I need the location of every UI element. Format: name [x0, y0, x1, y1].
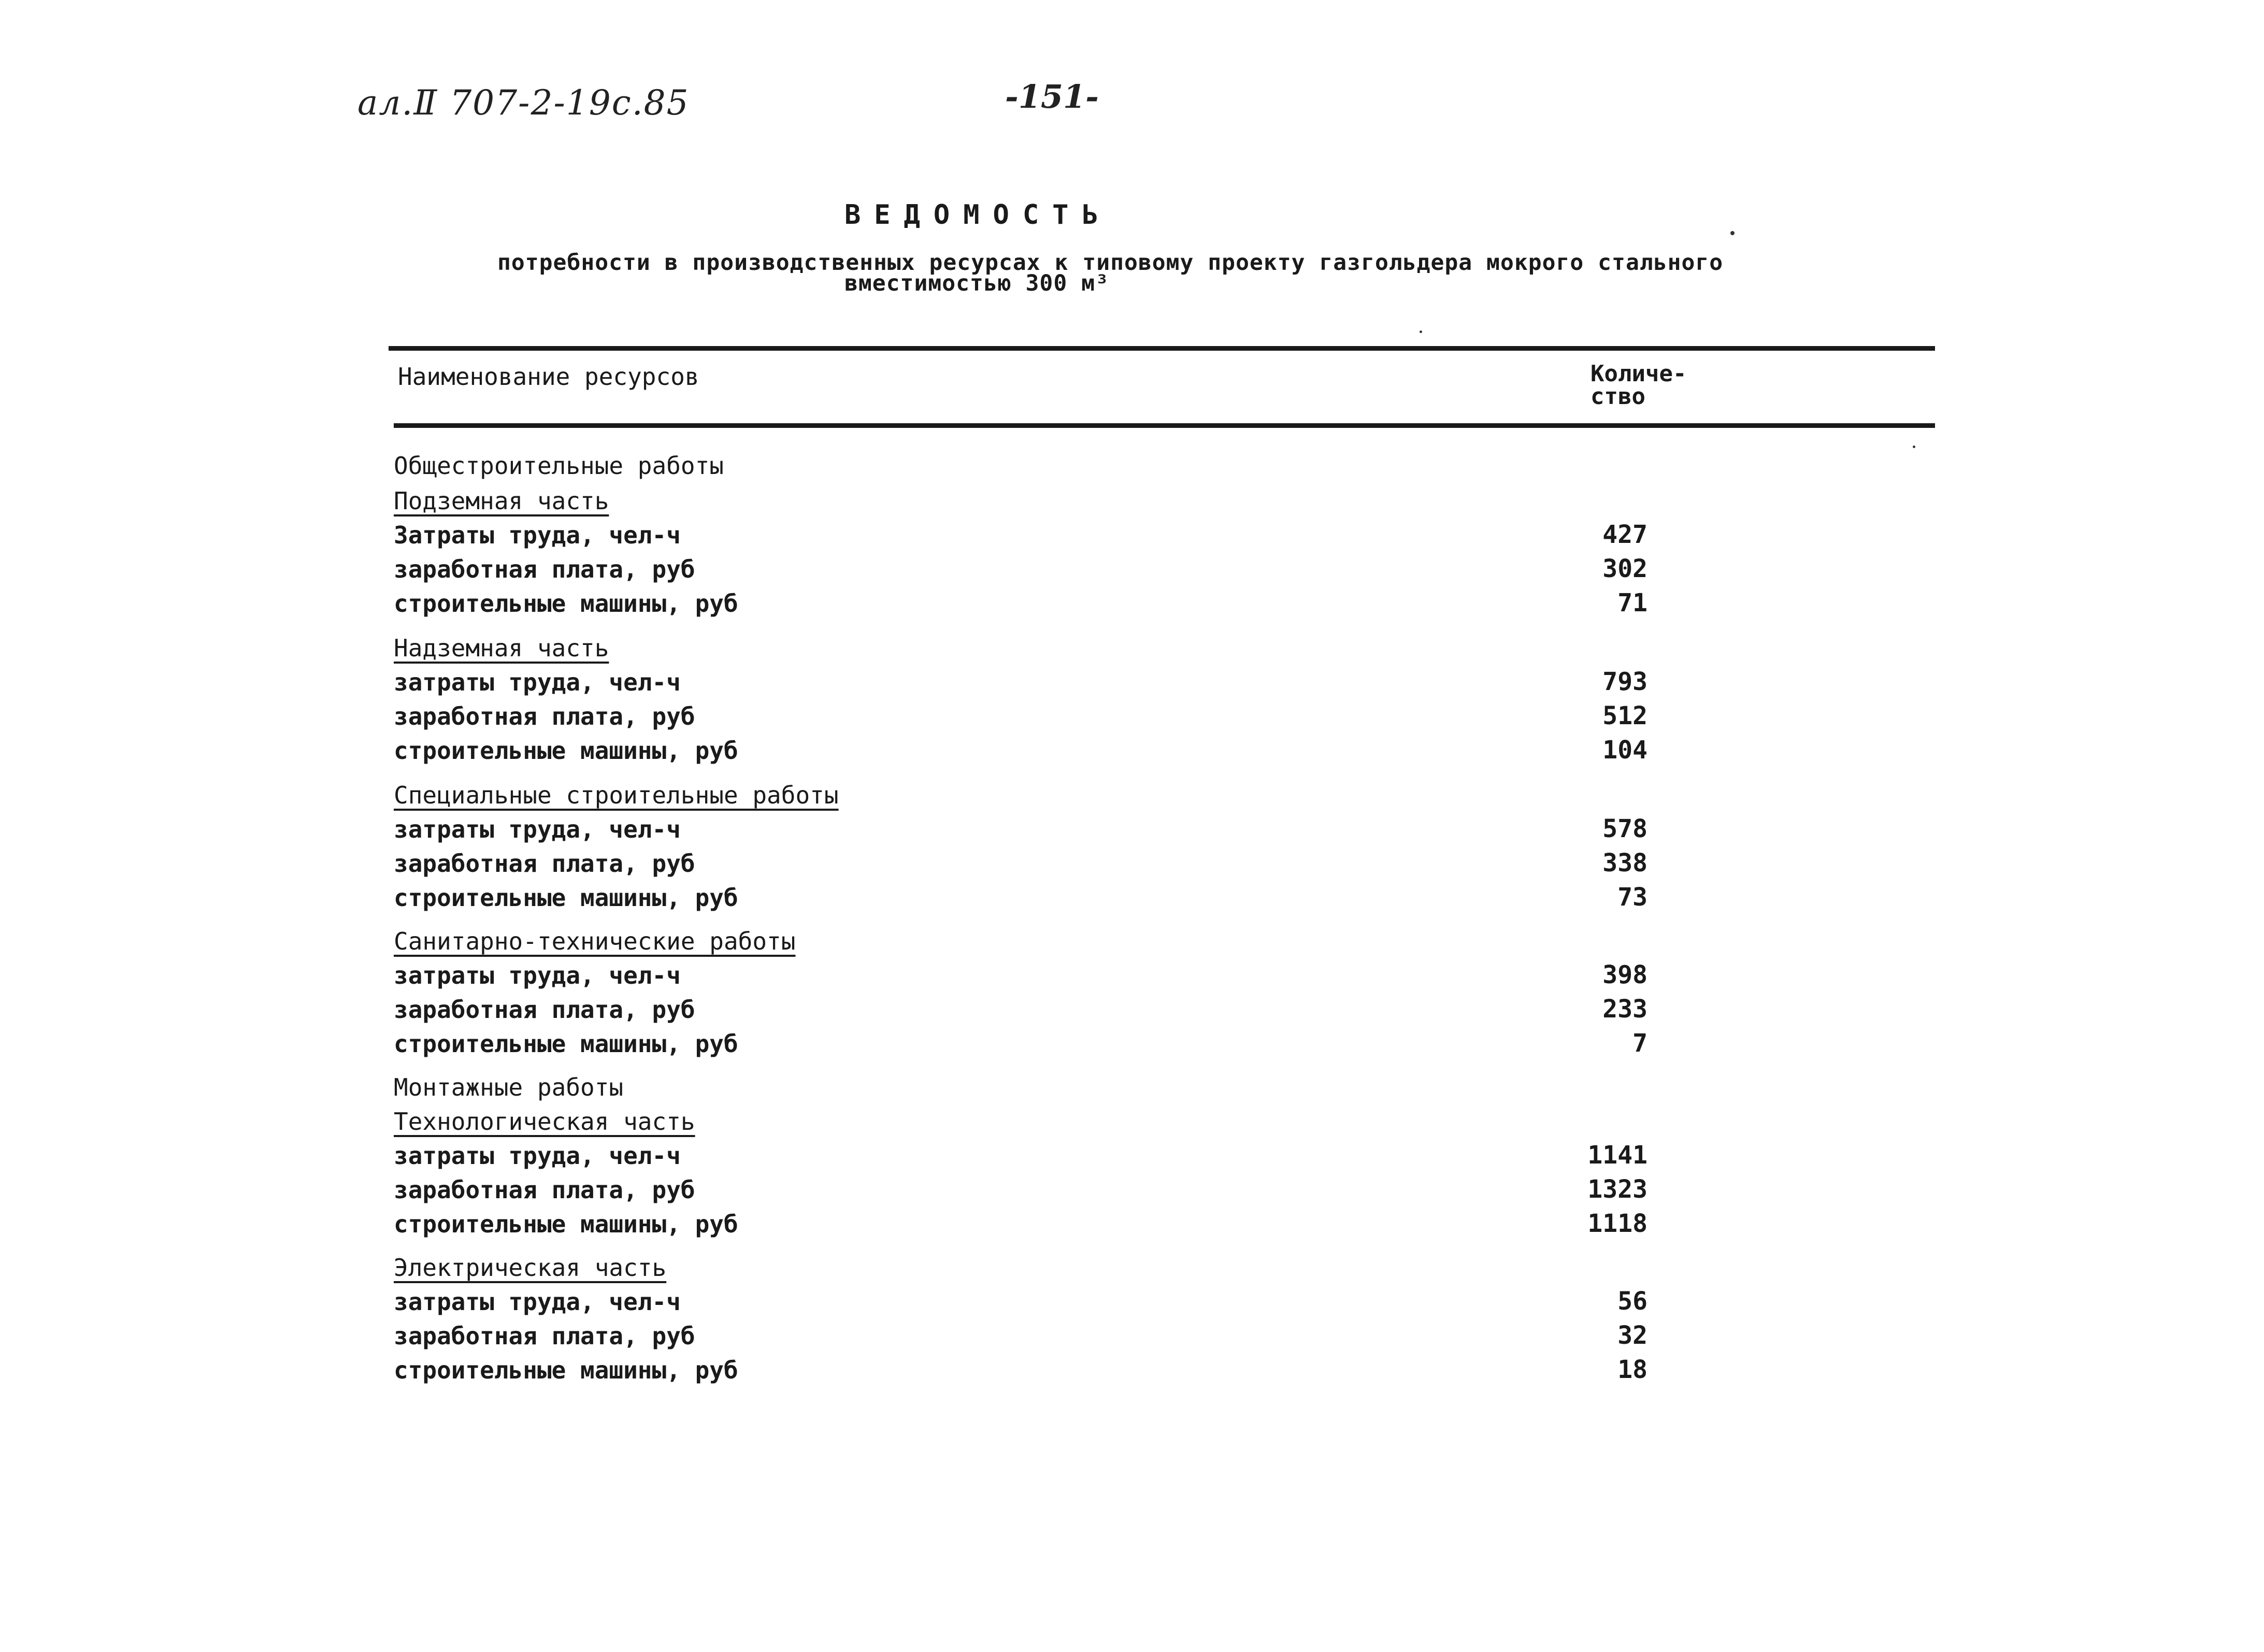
- row-label-25: строительные машины, руб: [394, 1356, 738, 1384]
- table-header-rule: [394, 423, 1935, 428]
- row-value-24: 32: [1617, 1321, 1647, 1350]
- row-label-6: затраты труда, чел-ч: [394, 668, 681, 696]
- subtitle-line-2: вместимостью 300 м³: [844, 270, 1109, 296]
- row-label-5: Надземная часть: [394, 634, 609, 662]
- scan-speck: [1913, 446, 1915, 448]
- row-value-8: 104: [1602, 736, 1647, 765]
- row-label-8: строительные машины, руб: [394, 737, 738, 765]
- row-value-16: 7: [1632, 1029, 1647, 1058]
- row-label-7: заработная плата, руб: [394, 702, 695, 730]
- row-label-21: строительные машины, руб: [394, 1210, 738, 1238]
- column-header-quantity-line1: Количе-: [1590, 361, 1687, 387]
- row-value-15: 233: [1602, 995, 1647, 1024]
- row-value-20: 1323: [1587, 1175, 1647, 1204]
- column-header-name: Наименование ресурсов: [398, 363, 699, 391]
- row-value-14: 398: [1602, 960, 1647, 989]
- row-value-7: 512: [1602, 701, 1647, 730]
- row-label-23: затраты труда, чел-ч: [394, 1288, 681, 1316]
- row-label-16: строительные машины, руб: [394, 1030, 738, 1058]
- row-value-23: 56: [1617, 1287, 1647, 1316]
- row-label-11: заработная плата, руб: [394, 850, 695, 878]
- row-label-24: заработная плата, руб: [394, 1322, 695, 1350]
- column-header-quantity-line2: ство: [1590, 383, 1645, 410]
- row-label-22: Электрическая часть: [394, 1254, 667, 1282]
- row-value-11: 338: [1602, 849, 1647, 878]
- subtitle-line-1: потребности в производственных ресурсах к типовому проекту газгольдера мокрого стального: [497, 250, 1724, 276]
- row-label-15: заработная плата, руб: [394, 996, 695, 1024]
- page-number: -151-: [1005, 78, 1099, 116]
- row-label-2: Затраты труда, чел-ч: [394, 521, 681, 549]
- scan-speck: [1730, 231, 1735, 235]
- row-value-25: 18: [1617, 1355, 1647, 1384]
- row-value-21: 1118: [1587, 1209, 1647, 1238]
- row-label-20: заработная плата, руб: [394, 1176, 695, 1204]
- row-label-0: Общестроительные работы: [394, 452, 724, 480]
- row-value-4: 71: [1617, 588, 1647, 617]
- page-title: ВЕДОМОСТЬ: [844, 199, 1112, 231]
- row-label-10: затраты труда, чел-ч: [394, 815, 681, 843]
- row-value-12: 73: [1617, 883, 1647, 912]
- row-value-2: 427: [1602, 520, 1647, 549]
- row-label-18: Технологическая часть: [394, 1108, 695, 1136]
- column-header-quantity: [1590, 363, 1686, 408]
- row-label-12: строительные машины, руб: [394, 884, 738, 912]
- row-label-14: затраты труда, чел-ч: [394, 961, 681, 989]
- scan-speck: [1420, 331, 1422, 333]
- row-value-10: 578: [1602, 814, 1647, 843]
- row-value-3: 302: [1602, 554, 1647, 583]
- row-label-17: Монтажные работы: [394, 1073, 624, 1101]
- row-label-1: Подземная часть: [394, 487, 609, 515]
- row-value-19: 1141: [1587, 1141, 1647, 1170]
- row-label-19: затраты труда, чел-ч: [394, 1142, 681, 1170]
- row-label-3: заработная плата, руб: [394, 555, 695, 583]
- table-top-rule: [389, 346, 1935, 351]
- row-label-4: строительные машины, руб: [394, 590, 738, 617]
- row-label-9: Специальные строительные работы: [394, 781, 839, 809]
- row-value-6: 793: [1602, 667, 1647, 696]
- row-label-13: Санитарно-технические работы: [394, 927, 796, 955]
- document-code: ал.Ⅱ 707-2-19с.85: [357, 83, 690, 123]
